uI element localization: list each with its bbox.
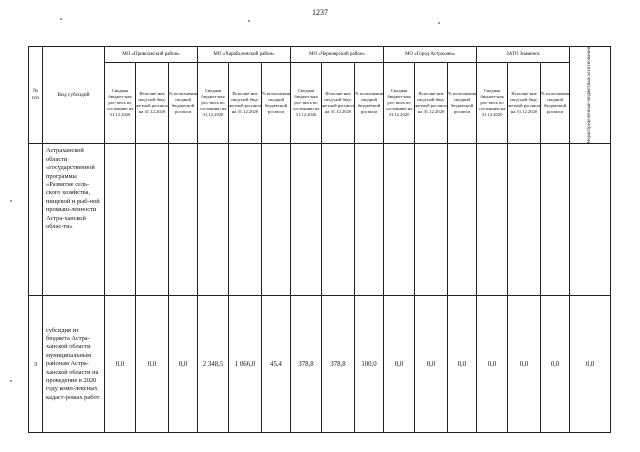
value-cell: 1 066,0 [229, 296, 262, 433]
value-cell: 378,8 [291, 296, 322, 433]
unallocated-header [570, 47, 611, 144]
row-number: 3 [29, 296, 43, 433]
plan-header: Сводная бюджет-ная рос-пись по состоянию на 31.12.2020 [105, 63, 136, 144]
scan-speck [248, 20, 250, 22]
value-cell [384, 144, 415, 296]
value-cell: 0,0 [415, 296, 448, 433]
value-cell [229, 144, 262, 296]
value-cell: 0,0 [541, 296, 570, 433]
subsidy-description: субсидия из бюджета Астра-ханской области муниципальным районам Астра-ханской области на проведение в 2020 году комп-лексных кадаст-ровых работ [43, 296, 105, 433]
pct-header: % исполнения сводной бюджетной росписи [541, 63, 570, 144]
value-cell [570, 144, 611, 296]
value-cell: 0,0 [105, 296, 136, 433]
value-cell: 0,0 [477, 296, 508, 433]
value-cell [198, 144, 229, 296]
exec-header: Исполне-ние свод-ной бюд-жетной росписи на 31.12.2020 [136, 63, 169, 144]
row-number-header: № п/п [29, 47, 43, 144]
pct-header: % исполнения сводной бюджетной росписи [448, 63, 477, 144]
value-cell [355, 144, 384, 296]
exec-header: Исполне-ние свод-ной бюд-жетной росписи на 31.12.2020 [508, 63, 541, 144]
value-cell: 45,4 [262, 296, 291, 433]
value-cell [415, 144, 448, 296]
value-cell: 0,0 [384, 296, 415, 433]
group-header-zato-znamensk: ЗАТО Знаменск [477, 47, 570, 63]
value-cell [136, 144, 169, 296]
group-header-chernoyarsky: МО «Черноярский район» [291, 47, 384, 63]
scan-speck [10, 200, 12, 202]
exec-header: Исполне-ние свод-ной бюд-жетной росписи на 31.12.2020 [415, 63, 448, 144]
group-header-row [29, 47, 611, 63]
exec-header: Исполне-ние свод-ной бюд-жетной росписи на 31.12.2020 [322, 63, 355, 144]
plan-header: Сводная бюджет-ная рос-пись по состоянию на 31.12.2020 [198, 63, 229, 144]
value-cell: 0,0 [570, 296, 611, 433]
value-cell [508, 144, 541, 296]
pct-header: % исполнения сводной бюджетной росписи [355, 63, 384, 144]
value-cell: 0,0 [169, 296, 198, 433]
subsidy-description: Астраханской области «государственной программы «Развитие сель-ского хозяйства, пищевой и рыб-ной промыш-ленности Астра-ханской облас-ти» [43, 144, 105, 296]
pct-header: % исполнения сводной бюджетной росписи [262, 63, 291, 144]
exec-header: Исполне-ние свод-ной бюд-жетной росписи на 31.12.2020 [229, 63, 262, 144]
value-cell: 0,0 [448, 296, 477, 433]
plan-header: Сводная бюджет-ная рос-пись по состоянию на 31.12.2020 [477, 63, 508, 144]
value-cell [322, 144, 355, 296]
value-cell: 2 348,5 [198, 296, 229, 433]
row-number [29, 144, 43, 296]
value-cell: 378,8 [322, 296, 355, 433]
value-cell [448, 144, 477, 296]
page-number: 1237 [312, 8, 328, 17]
sub-header-row [29, 63, 611, 144]
value-cell: 0,0 [508, 296, 541, 433]
table-row [29, 296, 611, 433]
value-cell: 0,0 [136, 296, 169, 433]
unallocated-header-label: Нераспределенные бюджетные ассигнования [587, 47, 593, 144]
subsidy-type-header: Вид субсидий [43, 47, 105, 144]
group-header-kharabalinsky: МО «Харабалинский район» [198, 47, 291, 63]
value-cell [291, 144, 322, 296]
value-cell [105, 144, 136, 296]
scan-speck [438, 22, 440, 24]
value-cell [262, 144, 291, 296]
table-row [29, 144, 611, 296]
value-cell [477, 144, 508, 296]
group-header-astrakhan-city: МО «Город Астрахань» [384, 47, 477, 63]
value-cell [541, 144, 570, 296]
group-header-privolzhsky: МО «Приволжский район» [105, 47, 198, 63]
plan-header: Сводная бюджет-ная рос-пись по состоянию на 31.12.2020 [384, 63, 415, 144]
plan-header: Сводная бюджет-ная рос-пись по состоянию на 31.12.2020 [291, 63, 322, 144]
value-cell: 100,0 [355, 296, 384, 433]
scan-speck [60, 18, 62, 20]
scan-speck [10, 380, 12, 382]
budget-execution-table [28, 46, 611, 433]
pct-header: % исполнения сводной бюджетной росписи [169, 63, 198, 144]
value-cell [169, 144, 198, 296]
